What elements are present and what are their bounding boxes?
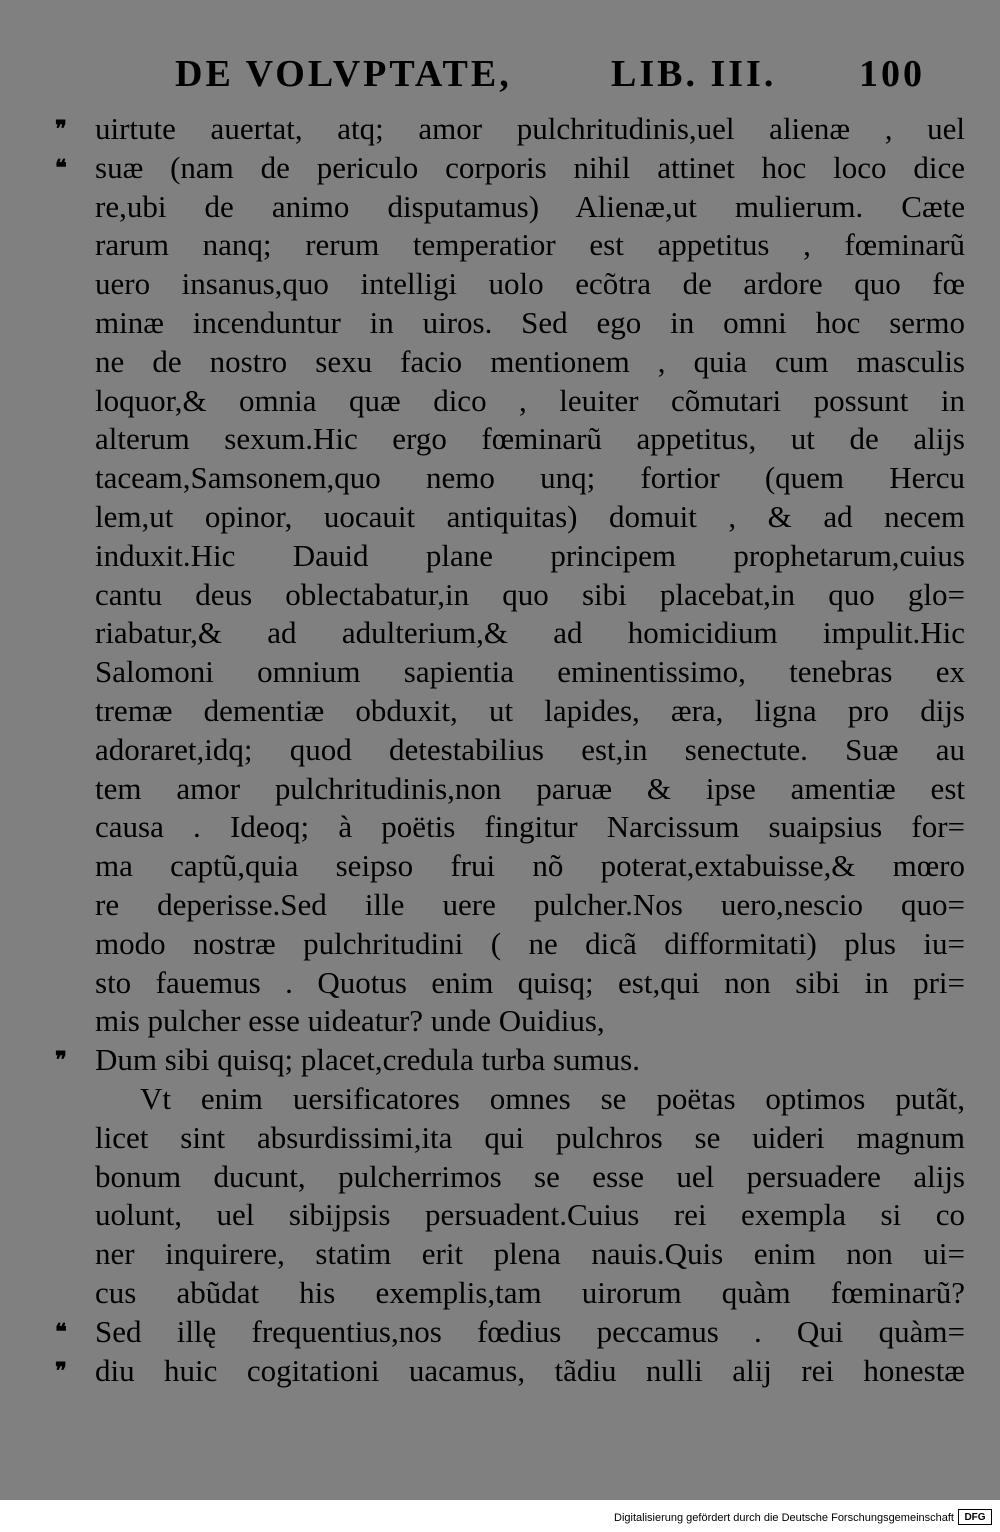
text-line: suæ (nam de periculo corporis nihil attinet hoc loco dice xyxy=(95,149,965,185)
text-line: ner inquirere, statim erit plena nauis.Quis enim non ui= xyxy=(95,1236,965,1272)
text-line: bonum ducunt, pulcherrimos se esse uel persuadere alijs xyxy=(95,1158,965,1194)
text-line: cus abũdat his exemplis,tam uirorum quàm fœminarũ? xyxy=(95,1274,965,1310)
text-line: adoraret,idq; quod detestabilius est,in senectute. Suæ au xyxy=(95,731,965,767)
text-line: ma captũ,quia seipso frui nõ poterat,extabuisse,& mœro xyxy=(95,848,965,884)
text-line: Salomoni omnium sapientia eminentissimo, tenebras ex xyxy=(95,654,965,690)
quote-mark-icon: ❞ xyxy=(55,1047,67,1073)
running-header xyxy=(175,52,940,102)
quote-mark-icon: ❞ xyxy=(55,1357,67,1383)
text-line: modo nostræ pulchritudini ( ne dicã difformitati) plus iu= xyxy=(95,925,965,961)
quote-mark-icon: ❞ xyxy=(55,116,67,141)
text-line: sto fauemus . Quotus enim quisq; est,qui non sibi in pri= xyxy=(95,964,965,1000)
text-line: alterum sexum.Hic ergo fœminarũ appetitus, ut de alijs xyxy=(95,421,965,457)
footer-bar xyxy=(0,1500,1000,1532)
text-line: riabatur,& ad adulterium,& ad homicidium impulit.Hic xyxy=(95,615,965,651)
text-line: causa . Ideoq; à poëtis fingitur Narcissum suaipsius for= xyxy=(95,809,965,845)
text-line: uero insanus,quo intelligi uolo ecõtra de ardore quo fœ xyxy=(95,266,965,302)
quote-mark-icon: ❝ xyxy=(55,154,67,180)
text-line: rarum nanq; rerum temperatior est appetitus , fœminarũ xyxy=(95,227,965,263)
text-line: loquor,& omnia quæ dico , leuiter cõmutari possunt in xyxy=(95,382,965,418)
text-line: taceam,Samsonem,quo nemo unq; fortior (quem Hercu xyxy=(95,460,965,496)
text-line: diu huic cogitationi uacamus, tãdiu nulli alij rei honestæ xyxy=(95,1352,965,1388)
text-line: ne de nostro sexu facio mentionem , quia cum masculis xyxy=(95,343,965,379)
text-line: mis pulcher esse uideatur? unde Ouidius, xyxy=(95,1003,605,1039)
text-line: cantu deus oblectabatur,in quo sibi placebat,in quo glo= xyxy=(95,576,965,612)
header-book-number: LIB. III. xyxy=(611,53,777,95)
text-line: Vt enim uersificatores omnes se poëtas optimos putãt, xyxy=(140,1080,965,1116)
text-line: licet sint absurdissimi,ita qui pulchros se uideri magnum xyxy=(95,1119,965,1155)
text-line: induxit.Hic Dauid plane principem prophetarum,cuius xyxy=(95,537,965,573)
text-line: uirtute auertat, atq; amor pulchritudinis,uel alienæ , uel xyxy=(95,111,965,146)
text-line: uolunt, uel sibijpsis persuadent.Cuius rei exempla si co xyxy=(95,1197,965,1233)
text-line: tem amor pulchritudinis,non paruæ & ipse amentiæ est xyxy=(95,770,965,806)
body-text xyxy=(95,110,965,1390)
page-number: 100 xyxy=(859,53,925,95)
quote-mark-icon: ❝ xyxy=(55,1318,67,1344)
dfg-logo: DFG xyxy=(958,1509,992,1525)
header-title: DE VOLVPTATE, xyxy=(175,53,512,95)
text-line: re deperisse.Sed ille uere pulcher.Nos uero,nescio quo= xyxy=(95,886,965,922)
text-line: tremæ dementiæ obduxit, ut lapides, æra, ligna pro dijs xyxy=(95,692,965,728)
text-line: lem,ut opinor, uocauit antiquitas) domuit , & ad necem xyxy=(95,498,965,534)
funding-credit: Digitalisierung gefördert durch die Deutsche Forschungsgemeinschaft xyxy=(614,1512,954,1524)
text-line: re,ubi de animo disputamus) Alienæ,ut mulierum. Cæte xyxy=(95,188,965,224)
text-line: Dum sibi quisq; placet,credula turba sumus. xyxy=(95,1042,640,1078)
text-line: Sed illę frequentius,nos fœdius peccamus . Qui quàm= xyxy=(95,1313,965,1349)
text-line: minæ incenduntur in uiros. Sed ego in omni hoc sermo xyxy=(95,304,965,340)
